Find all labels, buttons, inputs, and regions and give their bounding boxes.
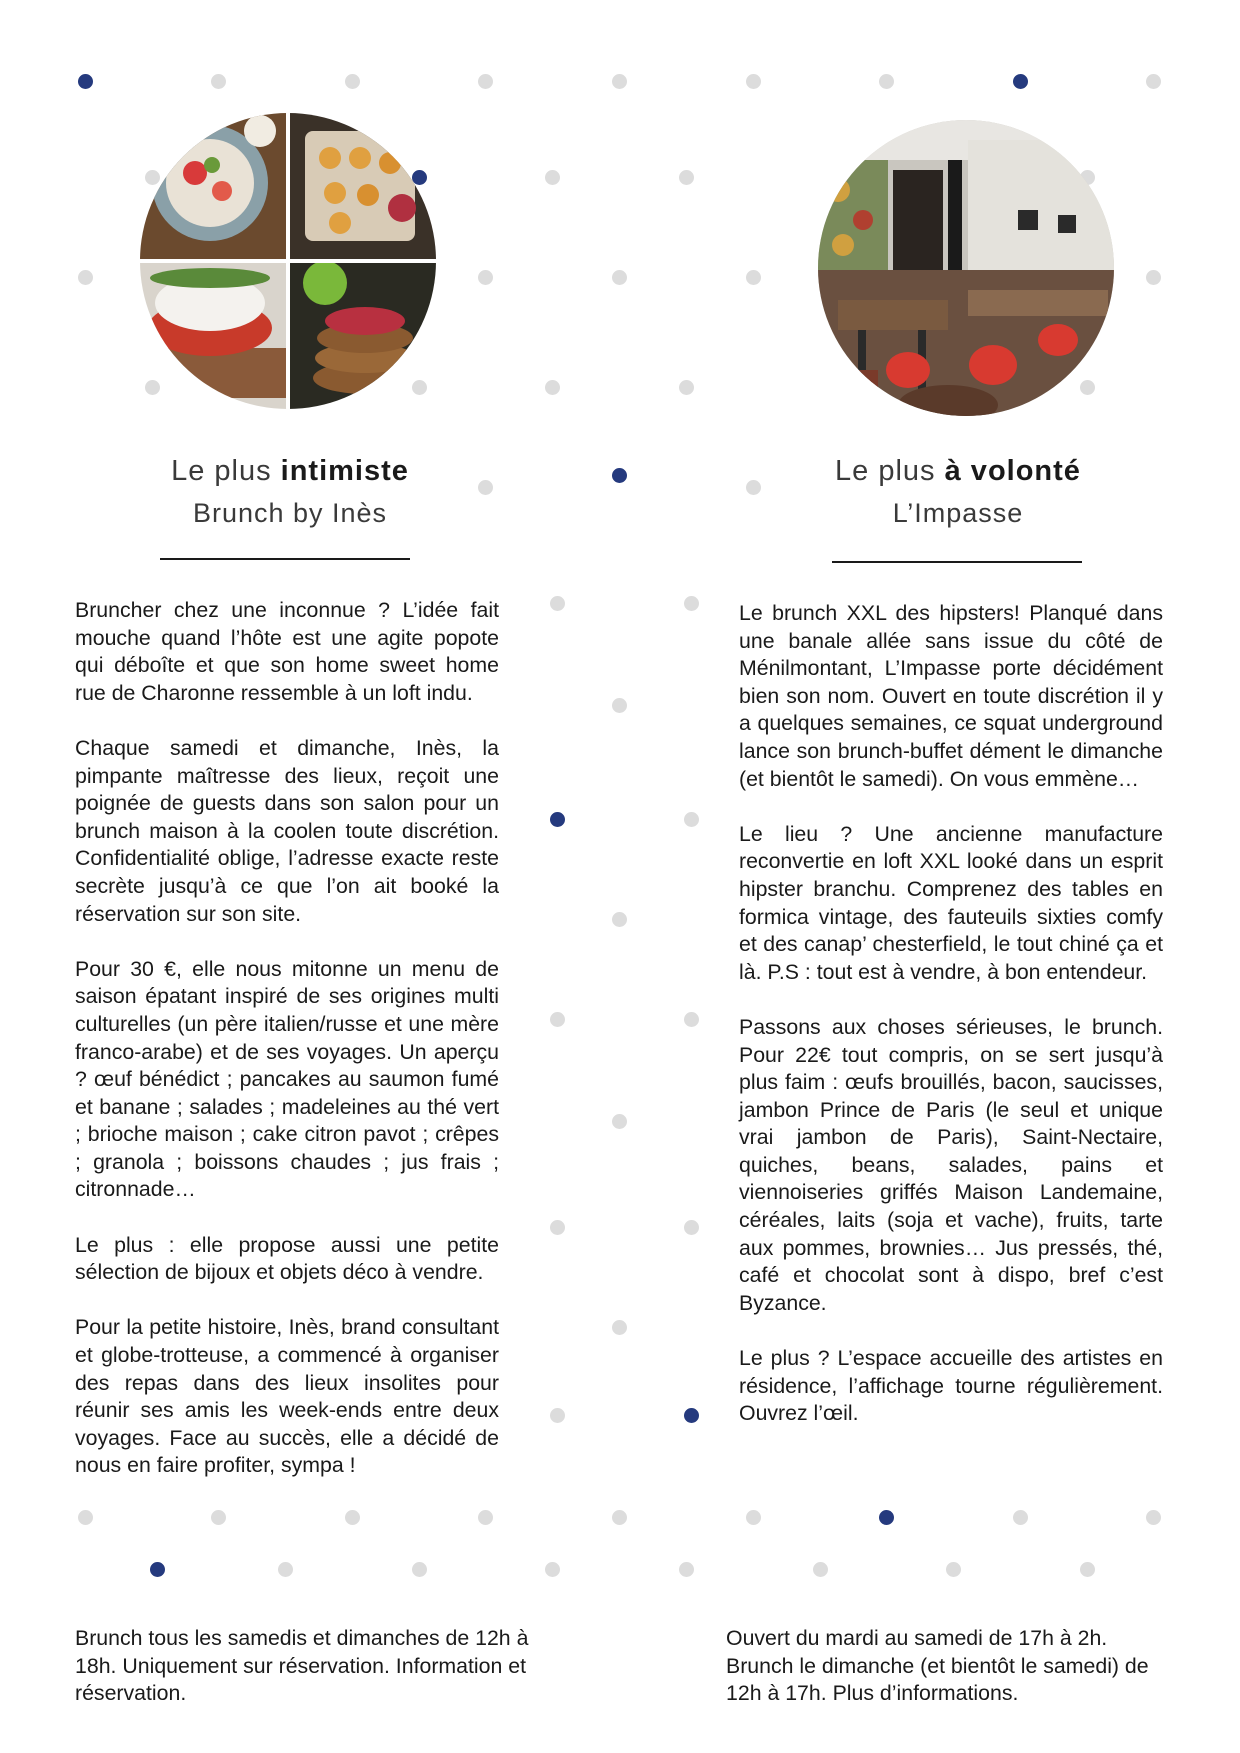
dot [550,1220,565,1235]
dot [1080,1562,1095,1577]
dot [1146,74,1161,89]
right-footer-info: Ouvert du mardi au samedi de 17h à 2h. Brunch le dimanche (et bientôt le samedi) de 12h à 17h. Plus d’informations. [726,1626,1149,1706]
dot [612,1114,627,1129]
dot [145,170,160,185]
right-title [758,455,1158,488]
left-title [90,455,490,488]
dot [545,1562,560,1577]
dot [684,1408,699,1423]
dot [412,380,427,395]
right-article [739,600,1163,1455]
dot [684,812,699,827]
dot [1013,74,1028,89]
dot [478,270,493,285]
dot [550,812,565,827]
dot [1013,1510,1028,1525]
left-article [75,597,499,1508]
dot [150,1562,165,1577]
dot [684,596,699,611]
left-title-prefix: Le plus [171,455,272,487]
dot [345,1510,360,1525]
right-venue-name: L’Impasse [892,498,1024,528]
dot [879,1510,894,1525]
dot [550,596,565,611]
right-paragraph: Le brunch XXL des hipsters! Planqué dans une banale allée sans issue du côté de Ménilmontant, L’Impasse porte décidément bien son nom. Ouvert en toute discrétion il y a quelques semaines, ce squat underground lance son brunch-buffet dément le dimanche (et bientôt le samedi). On vous emmène… [739,601,1163,791]
dot [78,1510,93,1525]
dot [78,74,93,89]
dot [746,1510,761,1525]
dot [412,170,427,185]
dot [684,1012,699,1027]
left-paragraph: Pour 30 €, elle nous mitonne un menu de saison épatant inspiré de ses origines multi culturelles (un père italien/russe et une mère franco-arabe) et de ses voyages. Un aperçu ? œuf bénédict ; pancakes au saumon fumé et banane ; salades ; madeleines au thé vert ; brioche maison ; cake citron pavot ; crêpes ; granola ; boissons chaudes ; jus frais ; citronnade… [75,956,499,1202]
dot [145,380,160,395]
dot [746,270,761,285]
brunch-food-collage-image [140,113,436,409]
dot [879,74,894,89]
dot [612,74,627,89]
dot [612,270,627,285]
dot [545,170,560,185]
dot [1080,380,1095,395]
left-paragraph: Chaque samedi et dimanche, Inès, la pimpante maîtresse des lieux, reçoit une poignée de guests dans son salon pour un brunch maison à la coolen toute discrétion. Confidentialité oblige, l’adresse exacte reste secrète jusqu’à ce que l’on ait booké la réservation sur son site. [75,735,499,926]
dot [679,170,694,185]
dot [679,380,694,395]
dot [278,1562,293,1577]
dot [612,912,627,927]
right-title-prefix: Le plus [835,455,936,487]
dot [550,1408,565,1423]
dot [684,1220,699,1235]
dot [211,74,226,89]
dot [412,1562,427,1577]
left-title-bold: intimiste [280,455,409,487]
dot [1146,270,1161,285]
dot [211,1510,226,1525]
left-paragraph: Bruncher chez une inconnue ? L’idée fait mouche quand l’hôte est une agite popote qui déboîte et que son home sweet home rue de Charonne ressemble à un loft indu. [75,598,499,705]
dot [813,1562,828,1577]
right-paragraph: Passons aux choses sérieuses, le brunch. Pour 22€ tout compris, on se sert jusqu’à plus faim : œufs brouillés, bacon, saucisses, jambon Prince de Paris (le seul et unique vrai jambon de Paris), Saint-Nectaire, quiches, beans, salades, pains et viennoiseries griffés Maison Landemaine, céréales, laits (soja et vache), fruits, tarte aux pommes, brownies… Jus pressés, thé, café et chocolat sont à dispo, bref c’est Byzance. [739,1014,1163,1315]
dot [78,270,93,285]
right-divider [832,561,1082,563]
right-title-bold: à volonté [944,455,1081,487]
left-divider [160,558,410,560]
dot [478,1510,493,1525]
dot [612,1320,627,1335]
dot [746,74,761,89]
dot [612,1510,627,1525]
dot [946,1562,961,1577]
left-paragraph: Pour la petite histoire, Inès, brand consultant et globe-trotteuse, a commencé à organiser des repas dans des lieux insolites pour réunir ses amis les week-ends entre deux voyages. Face au succès, elle a décidé de nous en faire profiter, sympa ! [75,1315,499,1478]
dot [550,1012,565,1027]
dot [1146,1510,1161,1525]
dot [478,74,493,89]
left-venue-name: Brunch by Inès [192,498,388,528]
right-paragraph: Le plus ? L’espace accueille des artistes en résidence, l’affichage tourne régulièrement. Ouvrez l’œil. [739,1346,1163,1426]
dot [345,74,360,89]
dot [612,468,627,483]
left-paragraph: Le plus : elle propose aussi une petite sélection de bijoux et objets déco à vendre. [75,1232,499,1285]
dot [612,698,627,713]
dot [679,1562,694,1577]
left-footer-info: Brunch tous les samedis et dimanches de 12h à 18h. Uniquement sur réservation. Information et réservation. [75,1626,529,1706]
cafe-interior-image [818,120,1114,416]
right-paragraph: Le lieu ? Une ancienne manufacture reconvertie en loft XXL looké dans un esprit hipster branchu. Comprenez des tables en formica vintage, des fauteuils sixties comfy et des canap’ chesterfield, le tout chiné ça et là. P.S : tout est à vendre, à bon entendeur. [739,821,1163,984]
dot [545,380,560,395]
